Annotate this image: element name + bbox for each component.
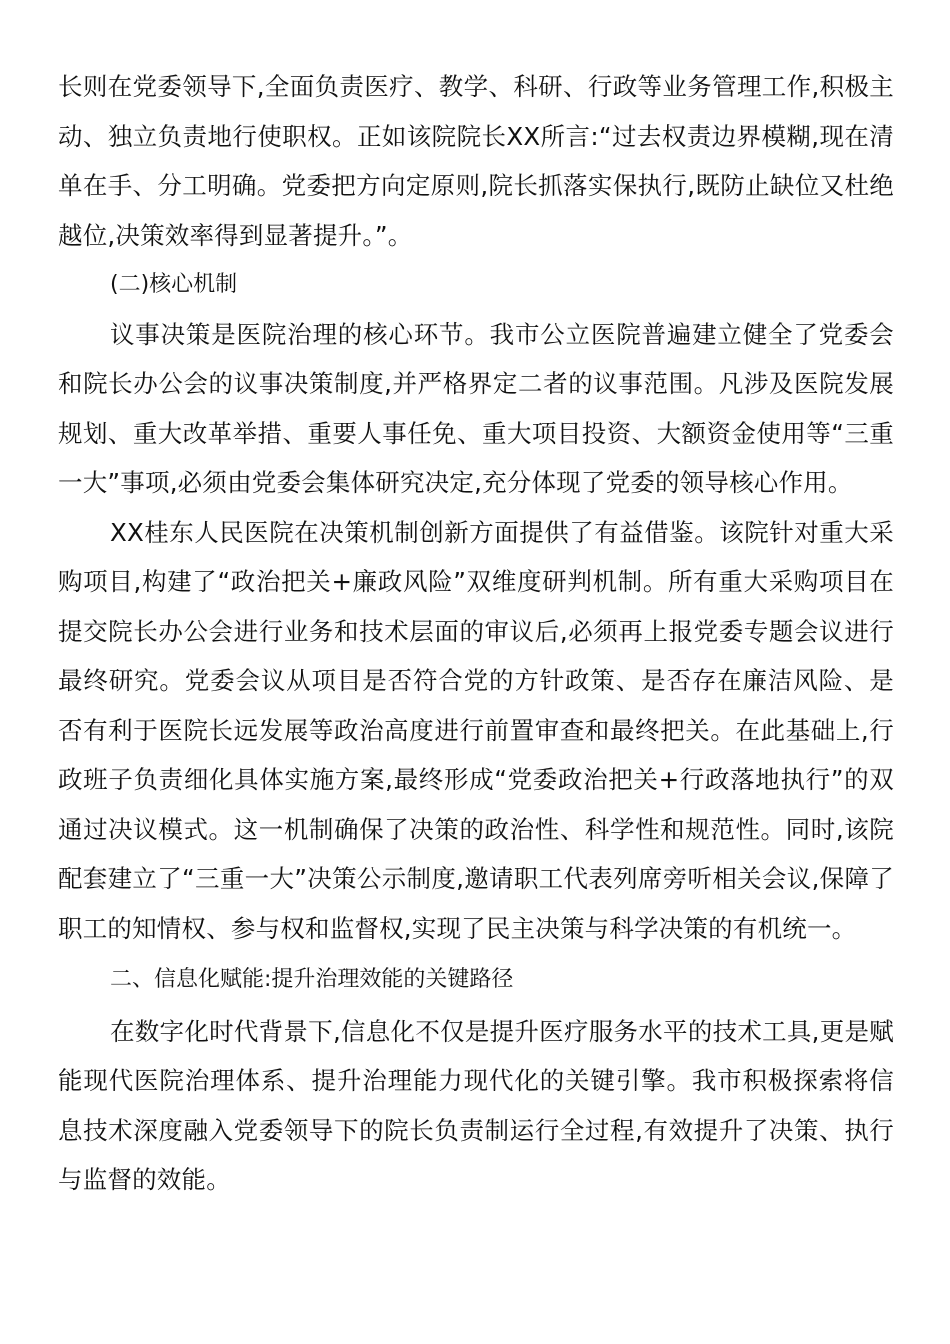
body-paragraph-decision-making: 议事决策是医院治理的核心环节。我市公立医院普遍建立健全了党委会和院长办公会的议事决策制度,并严格界定二者的议事范围。凡涉及医院发展规划、重大改革举措、重要人事任免、重大项目投资、大额资金使用等“三重一大”事项,必须由党委会集体研究决定,充分体现了党委的领导核心作用。 bbox=[58, 319, 894, 497]
continuation-paragraph: 长则在党委领导下,全面负责医疗、教学、科研、行政等业务管理工作,积极主动、独立负责地行使职权。正如该院院长XX所言:“过去权责边界模糊,现在清单在手、分工明确。党委把方向定原则,院长抓落实保执行,既防止缺位又杜绝越位,决策效率得到显著提升。”。 bbox=[58, 72, 894, 250]
body-paragraph-guidong-hospital: XX桂东人民医院在决策机制创新方面提供了有益借鉴。该院针对重大采购项目,构建了“政治把关+廉政风险”双维度研判机制。所有重大采购项目在提交院长办公会进行业务和技术层面的审议后,必须再上报党委专题会议进行最终研究。党委会议从项目是否符合党的方针政策、是否存在廉洁风险、是否有利于医院长远发展等政治高度进行前置审查和最终把关。在此基础上,行政班子负责细化具体实施方案,最终形成“党委政治把关+行政落地执行”的双通过决议模式。这一机制确保了决策的政治性、科学性和规范性。同时,该院配套建立了“三重一大”决策公示制度,邀请职工代表列席旁听相关会议,保障了职工的知情权、参与权和监督权,实现了民主决策与科学决策的有机统一。 bbox=[58, 517, 894, 943]
body-paragraph-digital-era: 在数字化时代背景下,信息化不仅是提升医疗服务水平的技术工具,更是赋能现代医院治理体系、提升治理能力现代化的关键引擎。我市积极探索将信息技术深度融入党委领导下的院长负责制运行全过程,有效提升了决策、执行与监督的效能。 bbox=[58, 1016, 894, 1194]
section-heading-core-mechanism: (二)核心机制 bbox=[110, 272, 238, 297]
chapter-heading-informatization: 二、信息化赋能:提升治理效能的关键路径 bbox=[110, 967, 514, 992]
document-page bbox=[58, 62, 894, 1205]
